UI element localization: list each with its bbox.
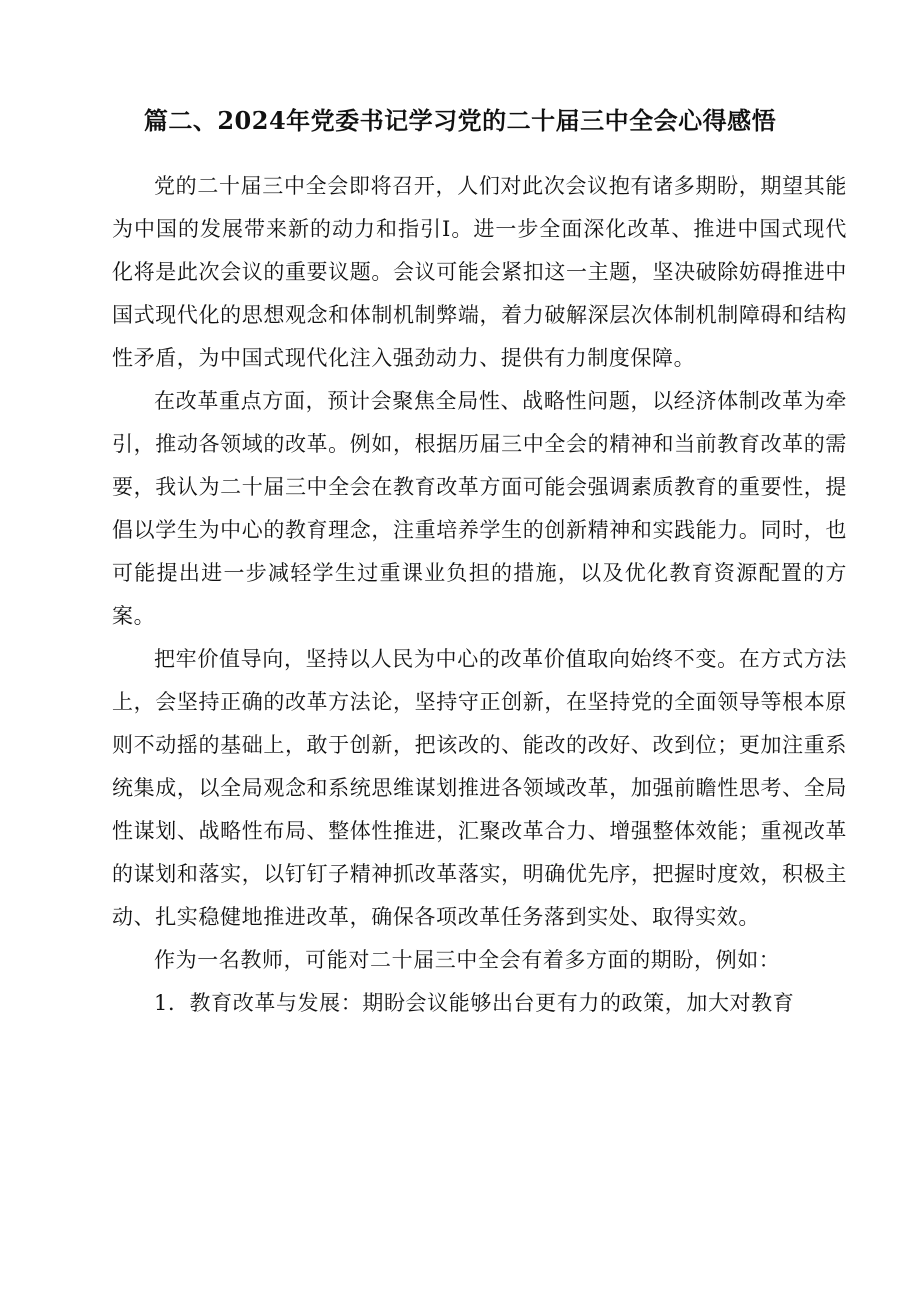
document-body [112, 165, 847, 1025]
paragraph-3: 把牢价值导向，坚持以人民为中心的改革价值取向始终不变。在方式方法上，会坚持正确的改革方法论，坚持守正创新，在坚持党的全面领导等根本原则不动摇的基础上，敢于创新，把该改的、能改的改好、改到位；更加注重系统集成，以全局观念和系统思维谋划推进各领域改革，加强前瞻性思考、全局性谋划、战略性布局、整体性推进，汇聚改革合力、增强整体效能；重视改革的谋划和落实，以钉钉子精神抓改革落实，明确优先序，把握时度效，积极主动、扎实稳健地推进改革，确保各项改革任务落到实处、取得实效。 [112, 647, 847, 929]
list-item-1: 1．教育改革与发展：期盼会议能够出台更有力的政策，加大对教育 [154, 991, 795, 1015]
document-title: 篇二、2024年党委书记学习党的二十届三中全会心得感悟 [143, 106, 777, 135]
paragraph-1: 党的二十届三中全会即将召开，人们对此次会议抱有诸多期盼，期望其能为中国的发展带来新的动力和指引I。进一步全面深化改革、推进中国式现代化将是此次会议的重要议题。会议可能会紧扣这一主题，坚决破除妨碍推进中国式现代化的思想观念和体制机制弊端，着力破解深层次体制机制障碍和结构性矛盾，为中国式现代化注入强劲动力、提供有力制度保障。 [112, 174, 847, 370]
paragraph-2: 在改革重点方面，预计会聚焦全局性、战略性问题，以经济体制改革为牵引，推动各领域的改革。例如，根据历届三中全会的精神和当前教育改革的需要，我认为二十届三中全会在教育改革方面可能会强调素质教育的重要性，提倡以学生为中心的教育理念，注重培养学生的创新精神和实践能力。同时，也可能提出进一步减轻学生过重课业负担的措施，以及优化教育资源配置的方案。 [112, 389, 847, 628]
paragraph-4: 作为一名教师，可能对二十届三中全会有着多方面的期盼，例如： [154, 948, 781, 972]
